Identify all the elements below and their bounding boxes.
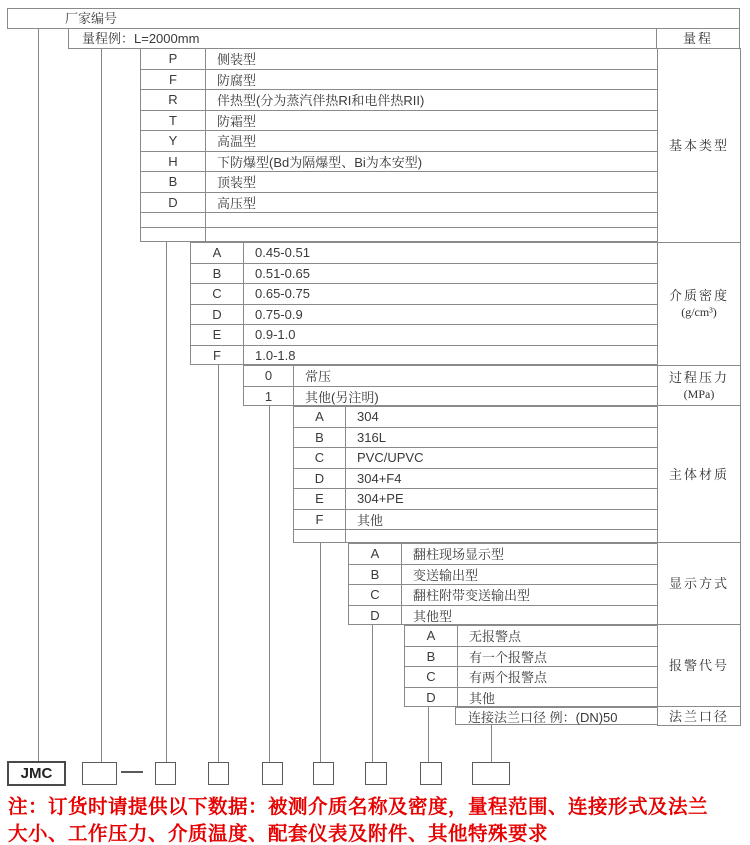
table-row xyxy=(141,49,657,70)
table-row-empty xyxy=(294,530,657,543)
row-code: E xyxy=(294,489,346,509)
row-desc xyxy=(206,228,657,242)
pressure-block xyxy=(243,365,658,406)
connector-line xyxy=(428,707,429,763)
row-code xyxy=(294,530,346,543)
row-code: D xyxy=(405,688,458,708)
row-code: A xyxy=(349,544,402,564)
table-row xyxy=(405,647,657,668)
row-desc: 有两个报警点 xyxy=(469,670,548,686)
table-row xyxy=(349,544,657,565)
row-code: F xyxy=(141,70,206,90)
row-code: 1 xyxy=(244,387,294,407)
connector-line xyxy=(101,48,102,763)
row-code: T xyxy=(141,111,206,131)
connector-line xyxy=(166,242,167,763)
table-row xyxy=(349,565,657,586)
row-desc: 其他 xyxy=(469,691,496,707)
row-code: Y xyxy=(141,131,206,151)
row-desc: 有一个报警点 xyxy=(469,649,548,665)
table-row xyxy=(294,510,657,531)
row-code: B xyxy=(349,565,402,585)
category-label-display: 显示方式 xyxy=(658,543,740,625)
table-row xyxy=(294,489,657,510)
row-code: C xyxy=(191,284,244,304)
row-code: A xyxy=(294,407,346,427)
row-desc: PVC/UPVC xyxy=(357,450,424,466)
flange-desc: 连接法兰口径 例：(DN)50 xyxy=(468,709,618,725)
row-desc: 0.45-0.51 xyxy=(255,245,310,261)
table-row xyxy=(141,193,657,214)
row-desc: 伴热型(分为蒸汽伴热RI和电伴热RII) xyxy=(217,93,425,109)
table-row xyxy=(294,407,657,428)
row-code: E xyxy=(191,325,244,345)
row-desc: 其他 xyxy=(357,512,384,528)
table-row xyxy=(244,366,657,387)
row-code: A xyxy=(191,243,244,263)
note-line-1: 注：订货时请提供以下数据：被测介质名称及密度，量程范围、连接形式及法兰 xyxy=(8,796,709,818)
table-row xyxy=(294,428,657,449)
table-row xyxy=(191,346,657,366)
table-row xyxy=(141,172,657,193)
row-desc: 高温型 xyxy=(217,134,257,150)
basic-type-block xyxy=(140,48,658,242)
table-row-empty xyxy=(141,228,657,242)
row-desc: 1.0-1.8 xyxy=(255,348,296,364)
manufacturer-row xyxy=(7,8,740,29)
connector-line xyxy=(38,28,39,763)
row-desc: 0.65-0.75 xyxy=(255,286,310,302)
code-box-material xyxy=(313,762,334,785)
row-code xyxy=(141,213,206,227)
code-box-range xyxy=(82,762,117,785)
row-desc: 翻柱现场显示型 xyxy=(413,547,505,563)
code-box-display xyxy=(365,762,387,785)
row-desc: 0.51-0.65 xyxy=(255,265,310,281)
table-row xyxy=(191,264,657,285)
category-label-material: 主体材质 xyxy=(658,406,740,543)
category-label-alarm: 报警代号 xyxy=(658,625,740,707)
connector-line xyxy=(320,543,321,763)
row-desc: 304+PE xyxy=(357,491,404,507)
code-box-density xyxy=(208,762,229,785)
table-row xyxy=(349,585,657,606)
row-desc: 其他(另注明) xyxy=(305,390,379,406)
table-row xyxy=(405,667,657,688)
manufacturer-label: 厂家编号 xyxy=(65,11,118,26)
row-desc: 防腐型 xyxy=(217,72,257,88)
row-code: C xyxy=(349,585,402,605)
table-row xyxy=(141,152,657,173)
table-row xyxy=(294,469,657,490)
row-desc: 侧装型 xyxy=(217,52,257,68)
category-label-pressure: 过程压力 (MPa) xyxy=(658,366,740,407)
table-row xyxy=(294,448,657,469)
row-code: B xyxy=(141,172,206,192)
row-desc: 顶装型 xyxy=(217,175,257,191)
row-desc: 304+F4 xyxy=(357,470,402,486)
row-desc xyxy=(346,530,657,543)
density-block xyxy=(190,242,658,365)
table-row xyxy=(141,90,657,111)
note-line-2: 大小、工作压力、介质温度、配套仪表及附件、其他特殊要求 xyxy=(8,823,549,845)
row-desc: 常压 xyxy=(305,369,332,385)
row-desc: 变送输出型 xyxy=(413,567,479,583)
row-code: B xyxy=(294,428,346,448)
row-code xyxy=(141,228,206,242)
connector-line xyxy=(372,625,373,763)
row-code: H xyxy=(141,152,206,172)
table-row xyxy=(191,284,657,305)
table-row xyxy=(141,131,657,152)
connector-line xyxy=(218,365,219,763)
row-desc: 下防爆型(Bd为隔爆型、Bi为本安型) xyxy=(217,154,423,170)
table-row-empty xyxy=(141,213,657,228)
row-desc: 0.75-0.9 xyxy=(255,306,303,322)
row-code: D xyxy=(141,193,206,213)
code-box-flange xyxy=(472,762,510,785)
category-label-density: 介质密度 (g/cm³) xyxy=(658,243,740,366)
alarm-block xyxy=(404,625,658,707)
row-code: D xyxy=(191,305,244,325)
row-code: C xyxy=(405,667,458,687)
ordering-note xyxy=(8,794,748,845)
row-desc: 无报警点 xyxy=(469,629,522,645)
category-label-flange: 法兰口径 xyxy=(668,708,729,724)
row-desc: 316L xyxy=(357,429,386,445)
row-code: C xyxy=(294,448,346,468)
row-code: B xyxy=(191,264,244,284)
display-mode-block xyxy=(348,543,658,625)
table-row xyxy=(191,243,657,264)
table-row xyxy=(191,305,657,326)
row-desc: 0.9-1.0 xyxy=(255,327,296,343)
category-label-range: 量程 xyxy=(656,29,739,48)
row-code: F xyxy=(294,510,346,530)
row-code: F xyxy=(191,346,244,366)
code-box-pressure xyxy=(262,762,283,785)
category-label-column xyxy=(657,48,741,726)
row-desc xyxy=(206,213,657,227)
range-row xyxy=(68,28,740,49)
connector-line xyxy=(491,725,492,763)
range-example: 量程例：L=2000mm xyxy=(82,31,200,46)
model-prefix-box: JMC xyxy=(7,761,66,786)
row-code: A xyxy=(405,626,458,646)
table-row xyxy=(405,626,657,647)
row-code: D xyxy=(294,469,346,489)
table-row xyxy=(244,387,657,407)
row-desc: 其他型 xyxy=(413,609,453,625)
table-row xyxy=(141,111,657,132)
row-desc: 304 xyxy=(357,409,379,425)
dash-separator xyxy=(121,771,143,773)
row-code: R xyxy=(141,90,206,110)
category-label-basic-type: 基本类型 xyxy=(658,49,740,243)
row-desc: 防霜型 xyxy=(217,113,257,129)
table-row xyxy=(191,325,657,346)
row-desc: 翻柱附带变送输出型 xyxy=(413,588,531,604)
flange-row xyxy=(455,707,658,725)
row-code: P xyxy=(141,49,206,69)
code-box-alarm xyxy=(420,762,442,785)
code-box-basic-type xyxy=(155,762,176,785)
row-code: B xyxy=(405,647,458,667)
row-code: 0 xyxy=(244,366,294,386)
table-row xyxy=(349,606,657,626)
material-block xyxy=(293,406,658,543)
connector-line xyxy=(269,406,270,763)
row-desc: 高压型 xyxy=(217,195,257,211)
row-code: D xyxy=(349,606,402,626)
table-row xyxy=(405,688,657,708)
table-row xyxy=(141,70,657,91)
